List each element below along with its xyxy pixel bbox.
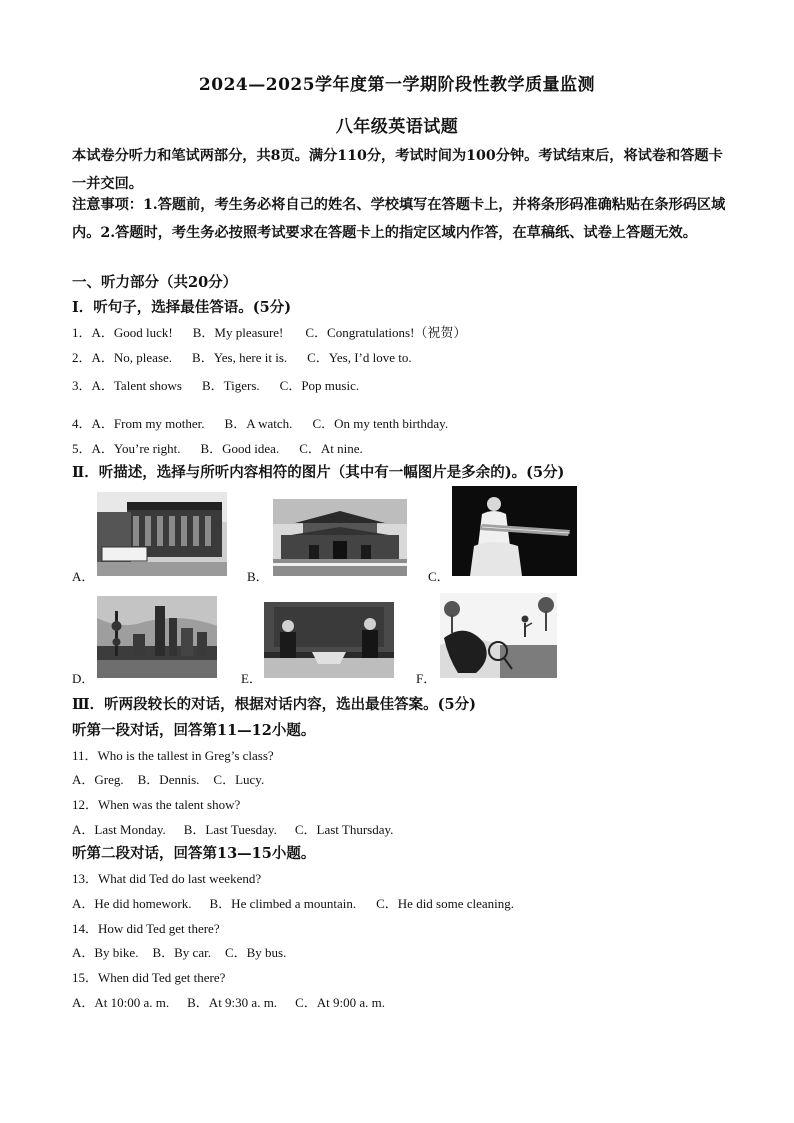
- option-a: A．Talent shows: [91, 378, 182, 393]
- option-b: B．He climbed a mountain.: [209, 896, 357, 911]
- question-12: 12．When was the talent show?: [72, 797, 241, 812]
- question-number: 5．: [72, 441, 92, 456]
- picture-a-building: [97, 492, 227, 576]
- option-c: C．At 9:00 a. m.: [295, 995, 385, 1010]
- question-3: [72, 375, 373, 394]
- option-a: A．You’re right.: [91, 441, 181, 456]
- section1-heading: I．听句子，选择最佳答语。(5分): [72, 299, 292, 316]
- picture-d-skyline: [97, 596, 217, 678]
- question-12-options: [72, 819, 407, 838]
- question-number: 1．: [72, 325, 92, 340]
- picture-label-f: F．: [416, 671, 437, 686]
- dialog2-heading: 听第二段对话，回答第13—15小题。: [72, 845, 316, 862]
- question-number: 2．: [72, 350, 92, 365]
- question-11-options: [72, 769, 278, 788]
- option-a: A．Greg.: [72, 772, 124, 787]
- question-1: [72, 322, 480, 341]
- question-number: 3．: [72, 378, 92, 393]
- question-11: 11．Who is the tallest in Greg’s class?: [72, 748, 274, 763]
- option-c: C．Congratulations!（祝贺）: [305, 325, 467, 340]
- option-b: B．My pleasure!: [192, 325, 284, 340]
- option-b: B．By car.: [152, 945, 211, 960]
- dialog1-heading: 听第一段对话，回答第11—12小题。: [72, 722, 316, 739]
- option-c: C．He did some cleaning.: [376, 896, 515, 911]
- option-a: A．From my mother.: [91, 416, 205, 431]
- picture-label-c: C．: [428, 569, 450, 584]
- option-c: C．On my tenth birthday.: [312, 416, 449, 431]
- option-b: B．Good idea.: [200, 441, 280, 456]
- picture-b-tiananmen: [273, 499, 407, 576]
- question-13-options: [72, 893, 528, 912]
- option-b: B．A watch.: [224, 416, 293, 431]
- picture-label-e: E．: [241, 671, 262, 686]
- option-c: C．Yes, I’d love to.: [307, 350, 412, 365]
- option-c: C．Lucy.: [213, 772, 265, 787]
- section3-heading: Ⅲ．听两段较长的对话，根据对话内容，选出最佳答案。(5分): [72, 696, 476, 713]
- question-15: 15．When did Ted get there?: [72, 970, 226, 985]
- option-c: C．By bus.: [224, 945, 287, 960]
- option-a: A．Last Monday.: [72, 822, 166, 837]
- question-13: 13．What did Ted do last weekend?: [72, 871, 262, 886]
- question-4: [72, 413, 462, 432]
- part1-heading: 一、听力部分（共20分）: [72, 274, 238, 291]
- picture-f-tennis: [440, 593, 557, 678]
- picture-e-interview: [264, 602, 394, 678]
- option-c: C．Last Thursday.: [294, 822, 394, 837]
- exam-subtitle: 八年级英语试题: [335, 117, 459, 137]
- option-c: C．Pop music.: [279, 378, 360, 393]
- picture-label-a: A．: [72, 569, 95, 584]
- question-5: [72, 438, 377, 457]
- option-a: A．By bike.: [72, 945, 139, 960]
- option-a: A．At 10:00 a. m.: [72, 995, 170, 1010]
- question-2: [72, 347, 426, 366]
- intro-paragraph: 本试卷分听力和笔试两部分，共8页。满分110分，考试时间为100分钟。考试结束后，将试卷和答题卡一并交回。: [72, 148, 723, 192]
- exam-title: 2024—2025学年度第一学期阶段性教学质量监测: [198, 75, 596, 95]
- option-b: B．Dennis.: [137, 772, 200, 787]
- question-14-options: [72, 942, 300, 961]
- option-a: A．No, please.: [91, 350, 173, 365]
- option-b: B．Yes, here it is.: [192, 350, 288, 365]
- picture-label-b: B．: [247, 569, 269, 584]
- option-b: B．At 9:30 a. m.: [187, 995, 278, 1010]
- option-c: C．At nine.: [299, 441, 363, 456]
- picture-label-d: D．: [72, 671, 95, 686]
- option-b: B．Tigers.: [201, 378, 260, 393]
- section2-heading: Ⅱ．听描述，选择与所听内容相符的图片（其中有一幅图片是多余的)。(5分): [72, 464, 565, 481]
- picture-c-musician: [452, 486, 577, 576]
- notice-paragraph: 注意事项：1.答题前，考生务必将自己的姓名、学校填写在答题卡上，并将条形码准确粘贴在条形码区域内。2.答题时，考生务必按照考试要求在答题卡上的指定区域内作答，在草稿纸、试卷上答题无效。: [72, 197, 726, 241]
- option-b: B．Last Tuesday.: [183, 822, 277, 837]
- option-a: A．Good luck!: [91, 325, 173, 340]
- question-15-options: [72, 992, 399, 1011]
- option-a: A．He did homework.: [72, 896, 192, 911]
- question-number: 4．: [72, 416, 92, 431]
- question-14: 14．How did Ted get there?: [72, 921, 220, 936]
